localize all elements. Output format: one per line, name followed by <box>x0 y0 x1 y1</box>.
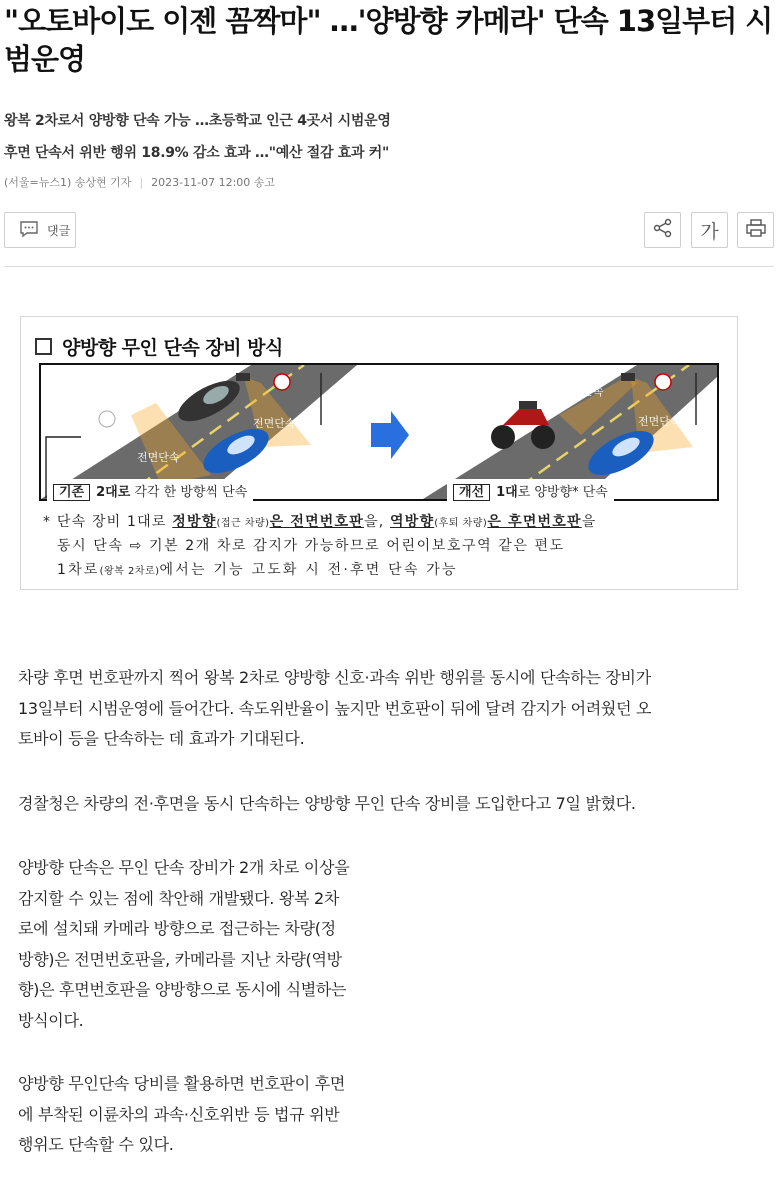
speed-sign-left-icon <box>274 374 290 390</box>
body-p4-line: 에 부착된 이륜차의 과속·신호위반 등 법규 위반 <box>18 1104 340 1124</box>
label-front-right-1: 전면단속 <box>253 417 296 430</box>
body-p3-line: 로에 설치돼 카메라 방향으로 접근하는 차량(정 <box>18 919 336 938</box>
body-p2-line: 경찰청은 차량의 전·후면을 동시 단속하는 양방향 무인 단속 장비를 도입한다고 7일 밝혔다. <box>18 794 636 813</box>
note-1i: 을 <box>581 514 597 530</box>
camera-right-icon <box>621 373 635 381</box>
note-3a: 1차로 <box>57 562 100 578</box>
note-3b: (왕복 2차로) <box>99 566 160 577</box>
comment-icon <box>19 220 39 241</box>
print-button[interactable] <box>737 212 774 248</box>
figure-note-line-1 <box>43 511 596 531</box>
byline-separator: | <box>139 176 144 189</box>
subhead-2: 후면 단속서 위반 행위 18.9% 감소 효과 …"예산 절감 효과 커" <box>4 145 389 161</box>
caption-after-bold: 1대 <box>496 485 518 500</box>
figure-note-line-2: 동시 단속 ⇨ 기본 2개 차로 감지가 가능하므로 어린이보호구역 같은 편도 <box>57 538 565 554</box>
font-size-button[interactable] <box>691 212 728 248</box>
note-1e: 을, <box>363 514 391 530</box>
body-p3-line: 방식이다. <box>18 1010 84 1030</box>
byline-reporter: (서울=뉴스1) 송상현 기자 <box>4 176 132 189</box>
label-rear-right: 후면단속 <box>561 385 604 398</box>
figure-title-text: 양방향 무인 단속 장비 방식 <box>62 337 283 359</box>
label-front-right-2: 전면단속 <box>638 415 681 428</box>
comment-label: 댓글 <box>47 223 71 238</box>
font-size-icon: 가 <box>700 220 719 243</box>
print-icon <box>745 218 767 242</box>
body-p4-line: 양방향 무인단속 당비를 활용하면 번호판이 후면 <box>18 1074 346 1093</box>
caption-before-tag: 기존 <box>53 484 90 501</box>
note-3c: 에서는 기능 고도화 시 전·후면 단속 가능 <box>159 562 458 578</box>
figure-title <box>35 333 283 360</box>
note-1h: 은 후면번호판 <box>487 514 582 530</box>
checkbox-square-icon <box>35 338 52 355</box>
caption-after-rest: 로 양방향* 단속 <box>517 485 608 500</box>
body-paragraph-3 <box>18 853 349 1036</box>
note-1b: 정방향 <box>172 514 217 530</box>
body-p1-line: 토바이 등을 단속하는 데 효과가 기대된다. <box>18 729 305 748</box>
label-front-left: 전면단속 <box>137 451 180 464</box>
camera-left-rear-icon <box>236 373 250 381</box>
article-figure <box>20 316 738 590</box>
body-p3-line: 양방향 단속은 무인 단속 장비가 2개 차로 이상을 <box>18 858 350 877</box>
body-p3-line: 방향)은 전면번호판을, 카메라를 지난 차량(역방 <box>18 949 342 969</box>
share-button[interactable] <box>644 212 681 248</box>
caption-after-tag: 개선 <box>453 484 490 501</box>
byline <box>4 174 275 190</box>
caption-before <box>47 479 253 502</box>
caption-after <box>447 479 614 502</box>
article-headline: "오토바이도 이젠 꼼짝마" …'양방향 카메라' 단속 13일부터 시범운영 <box>4 4 773 76</box>
note-1d: 은 전면번호판 <box>269 514 364 530</box>
byline-timestamp: 2023-11-07 12:00 송고 <box>151 176 276 189</box>
caption-before-rest: 각각 한 방향씩 단속 <box>130 485 248 500</box>
note-1f: 역방향 <box>390 514 435 530</box>
toolbar-divider <box>4 266 774 267</box>
body-p3-line: 감지할 수 있는 점에 착안해 개발됐다. 왕복 2차 <box>18 888 339 908</box>
arrow-right-icon <box>371 411 409 459</box>
body-paragraph-1 <box>18 663 651 755</box>
subhead-1: 왕복 2차로서 양방향 단속 가능 …초등학교 인근 4곳서 시범운영 <box>4 113 391 129</box>
body-p4-line: 행위도 단속할 수 있다. <box>18 1135 174 1154</box>
article-toolbar <box>4 212 774 250</box>
note-1c: (접근 차량) <box>216 518 270 529</box>
comment-button[interactable] <box>4 212 76 248</box>
body-paragraph-4 <box>18 1069 345 1161</box>
share-icon <box>653 218 673 242</box>
note-1a: * 단속 장비 1대로 <box>43 514 173 530</box>
body-p3-line: 향)은 후면번호판을 양방향으로 동시에 식별하는 <box>18 980 347 999</box>
body-p1-line: 차량 후면 번호판까지 찍어 왕복 2차로 양방향 신호·과속 위반 행위를 동시에 단속하는 장비가 <box>18 668 651 687</box>
note-1g: (후퇴 차량) <box>434 518 488 529</box>
body-paragraph-2 <box>18 789 636 820</box>
speed-sign-right-icon <box>655 374 671 390</box>
caption-before-bold: 2대로 <box>96 485 131 500</box>
body-p1-line: 13일부터 시범운영에 들어간다. 속도위반율이 높지만 번호판이 뒤에 달려 감지가 어려웠던 오 <box>18 698 652 718</box>
figure-note-line-3 <box>57 559 458 579</box>
camera-left-front-icon <box>99 411 115 427</box>
